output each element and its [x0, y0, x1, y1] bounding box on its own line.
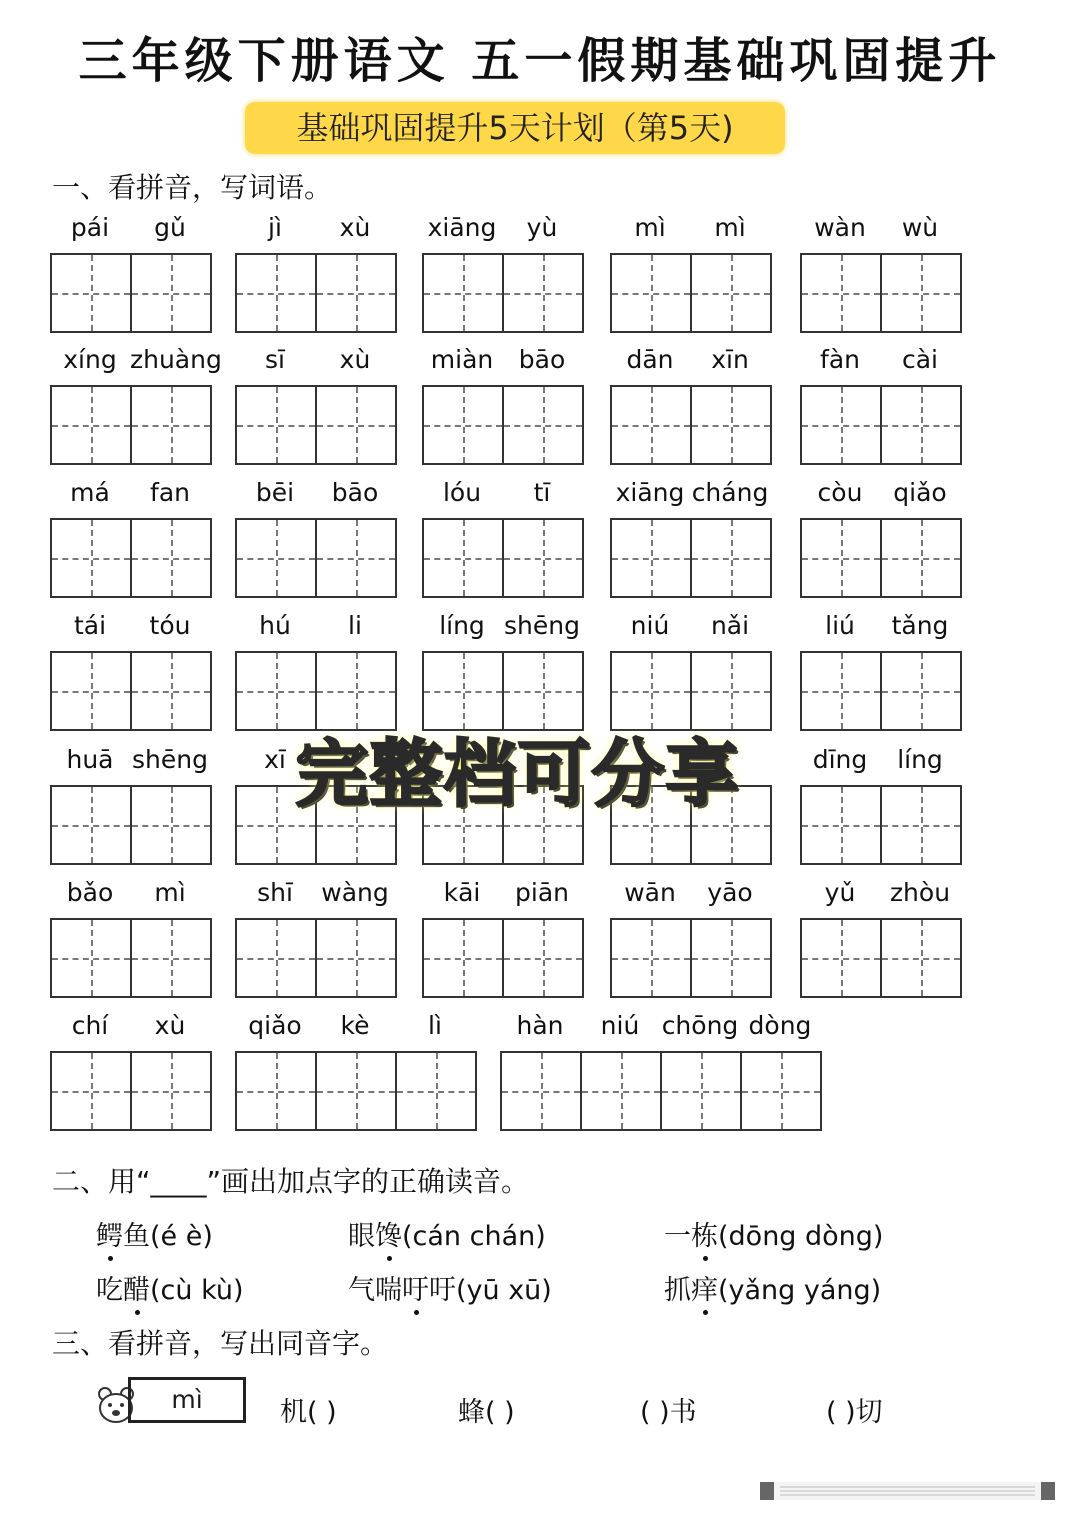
writing-cell[interactable] — [422, 518, 504, 598]
writing-cell[interactable] — [235, 1051, 317, 1131]
reading-item-6 — [664, 1268, 881, 1307]
pinyin-syllable: xiāng — [615, 478, 685, 507]
reading-options: (dōng dòng) — [718, 1221, 884, 1252]
writing-cell[interactable] — [315, 1051, 397, 1131]
pinyin-syllable: tī — [533, 478, 551, 507]
writing-cell[interactable] — [800, 785, 882, 865]
writing-cell[interactable] — [660, 1051, 742, 1131]
pinyin-syllable: gǔ — [154, 213, 186, 242]
pinyin-syllable: huā — [66, 745, 114, 774]
pinyin-syllable: bāo — [518, 345, 566, 374]
pinyin-syllable: chí — [71, 1011, 109, 1040]
writing-cell[interactable] — [422, 385, 504, 465]
reading-item-5 — [348, 1268, 552, 1307]
pinyin-syllable: xíng — [63, 345, 117, 374]
pinyin-syllable: nǎi — [710, 611, 750, 640]
writing-cell[interactable] — [235, 518, 317, 598]
pinyin-syllable: líng — [439, 611, 485, 640]
pinyin-syllable: niú — [600, 1011, 640, 1040]
dotted-char: 吁 — [402, 1268, 429, 1307]
writing-cell[interactable] — [235, 253, 317, 333]
reading-item-2 — [348, 1214, 546, 1253]
writing-cell[interactable] — [315, 253, 397, 333]
plain-char: 一 — [664, 1221, 691, 1252]
pinyin-syllable: bāo — [331, 478, 379, 507]
writing-cell[interactable] — [235, 918, 317, 998]
pinyin-syllable: kāi — [443, 878, 481, 907]
pinyin-syllable: xù — [154, 1011, 186, 1040]
pinyin-syllable: mì — [714, 213, 746, 242]
pinyin-syllable: mì — [154, 878, 186, 907]
pinyin-syllable: niú — [630, 611, 670, 640]
pinyin-syllable: fan — [150, 478, 190, 507]
pinyin-syllable: shēng — [132, 745, 208, 774]
writing-cell[interactable] — [580, 1051, 662, 1131]
writing-cell[interactable] — [130, 385, 212, 465]
pinyin-syllable: wù — [901, 213, 939, 242]
section3-heading: 三、看拼音，写出同音字。 — [52, 1327, 389, 1360]
pinyin-syllable: bǎo — [66, 878, 114, 907]
plain-char: 抓 — [664, 1275, 691, 1306]
reading-options: 鱼(é è) — [123, 1221, 213, 1252]
writing-cell[interactable] — [690, 385, 772, 465]
pinyin-syllable: yù — [526, 213, 558, 242]
writing-cell[interactable] — [50, 785, 132, 865]
writing-cell[interactable] — [880, 785, 962, 865]
pinyin-syllable: zhòu — [889, 878, 951, 907]
pinyin-syllable: jì — [268, 213, 282, 242]
writing-cell[interactable] — [130, 785, 212, 865]
pinyin-syllable: qiǎo — [248, 1011, 302, 1040]
pinyin-syllable: zhuàng — [130, 345, 222, 374]
writing-cell[interactable] — [800, 385, 882, 465]
pinyin-syllable: sī — [265, 345, 285, 374]
writing-cell[interactable] — [50, 518, 132, 598]
homophone-blank-4[interactable]: ( )切 — [826, 1397, 883, 1428]
dotted-char: 醋 — [123, 1268, 150, 1307]
pinyin-syllable: qiǎo — [893, 478, 947, 507]
pinyin-syllable: còu — [817, 478, 863, 507]
writing-cell[interactable] — [50, 1051, 132, 1131]
reading-item-1 — [96, 1214, 213, 1253]
writing-cell[interactable] — [610, 385, 692, 465]
pinyin-syllable: fàn — [820, 345, 860, 374]
pinyin-syllable: shī — [257, 878, 293, 907]
writing-cell[interactable] — [740, 1051, 822, 1131]
reading-options: (cù kù) — [150, 1275, 244, 1306]
pinyin-syllable: chōng — [661, 1011, 739, 1040]
writing-cell[interactable] — [610, 518, 692, 598]
writing-cell[interactable] — [50, 651, 132, 731]
writing-cell[interactable] — [880, 918, 962, 998]
subtitle-text: 基础巩固提升5天计划（第5天) — [296, 109, 734, 147]
pinyin-box-label: mì — [171, 1385, 203, 1414]
plain-char: 吃 — [96, 1275, 123, 1306]
writing-cell[interactable] — [422, 918, 504, 998]
subtitle-banner — [245, 102, 785, 154]
pinyin-syllable: miàn — [430, 345, 494, 374]
pinyin-syllable: xù — [339, 345, 371, 374]
reading-item-4 — [96, 1268, 244, 1307]
pinyin-syllable: xiāng — [427, 213, 497, 242]
section1-heading: 一、看拼音，写词语。 — [52, 171, 333, 204]
pinyin-syllable: piān — [515, 878, 569, 907]
writing-cell[interactable] — [880, 253, 962, 333]
pinyin-syllable: dòng — [748, 1011, 812, 1040]
writing-cell[interactable] — [502, 385, 584, 465]
homophone-blank-3[interactable]: ( )书 — [640, 1397, 697, 1428]
writing-cell[interactable] — [130, 253, 212, 333]
pinyin-syllable: líng — [897, 745, 943, 774]
pinyin-syllable: bēi — [255, 478, 295, 507]
homophone-blank-2[interactable]: 蜂( ) — [458, 1397, 515, 1428]
plain-char: 眼 — [348, 1221, 375, 1252]
writing-cell[interactable] — [880, 651, 962, 731]
pinyin-syllable: liú — [825, 611, 855, 640]
pinyin-box — [128, 1377, 246, 1423]
writing-cell[interactable] — [315, 918, 397, 998]
plain-char: 气喘 — [348, 1275, 402, 1306]
writing-cell[interactable] — [395, 1051, 477, 1131]
dotted-char: 馋 — [375, 1214, 402, 1253]
writing-cell[interactable] — [422, 253, 504, 333]
writing-cell[interactable] — [50, 918, 132, 998]
writing-cell[interactable] — [500, 1051, 582, 1131]
dotted-char: 痒 — [691, 1268, 718, 1307]
pinyin-syllable: xù — [339, 213, 371, 242]
page-scrollbar[interactable] — [760, 1482, 1055, 1500]
homophone-blank-1[interactable]: 机( ) — [280, 1397, 337, 1428]
reading-options: 吁(yū xū) — [429, 1275, 552, 1306]
writing-cell[interactable] — [502, 518, 584, 598]
pinyin-syllable: yǔ — [824, 878, 856, 907]
pinyin-syllable: yāo — [707, 878, 753, 907]
writing-cell[interactable] — [800, 518, 882, 598]
writing-cell[interactable] — [130, 651, 212, 731]
writing-cell[interactable] — [315, 385, 397, 465]
pinyin-syllable: kè — [340, 1011, 370, 1040]
pinyin-syllable: cài — [901, 345, 938, 374]
writing-cell[interactable] — [690, 918, 772, 998]
pinyin-syllable: cháng — [691, 478, 769, 507]
writing-cell[interactable] — [315, 518, 397, 598]
reading-item-3 — [664, 1214, 883, 1253]
writing-cell[interactable] — [800, 651, 882, 731]
section2-heading: 二、用“____”画出加点字的正确读音。 — [52, 1165, 530, 1198]
dotted-char: 栋 — [691, 1214, 718, 1253]
pinyin-syllable: tǎng — [891, 611, 949, 640]
pinyin-syllable: mì — [634, 213, 666, 242]
writing-cell[interactable] — [610, 253, 692, 333]
writing-cell[interactable] — [130, 1051, 212, 1131]
pinyin-syllable: xī — [264, 745, 286, 774]
writing-cell[interactable] — [880, 518, 962, 598]
pinyin-syllable: má — [70, 478, 110, 507]
pinyin-syllable: shēng — [504, 611, 580, 640]
watermark-text: 完整档可分享 — [295, 732, 740, 816]
writing-cell[interactable] — [800, 918, 882, 998]
dotted-char: 鳄 — [96, 1214, 123, 1253]
pinyin-syllable: hàn — [516, 1011, 564, 1040]
page-title: 三年级下册语文 五一假期基础巩固提升 — [78, 33, 1002, 89]
reading-options: (yǎng yáng) — [718, 1275, 882, 1306]
writing-cell[interactable] — [690, 253, 772, 333]
pinyin-syllable: wàng — [321, 878, 389, 907]
reading-options: (cán chán) — [402, 1221, 546, 1252]
pinyin-syllable: wān — [624, 878, 676, 907]
writing-cell[interactable] — [130, 518, 212, 598]
writing-cell[interactable] — [50, 253, 132, 333]
pinyin-syllable: li — [348, 611, 362, 640]
writing-cell[interactable] — [502, 253, 584, 333]
writing-cell[interactable] — [880, 385, 962, 465]
writing-cell[interactable] — [50, 385, 132, 465]
writing-cell[interactable] — [130, 918, 212, 998]
writing-cell[interactable] — [235, 385, 317, 465]
pinyin-syllable: tóu — [149, 611, 191, 640]
pinyin-syllable: lóu — [442, 478, 482, 507]
pinyin-syllable: pái — [70, 213, 110, 242]
writing-cell[interactable] — [502, 918, 584, 998]
pinyin-syllable: tái — [73, 611, 107, 640]
writing-cell[interactable] — [800, 253, 882, 333]
pinyin-syllable: lì — [428, 1011, 442, 1040]
pinyin-syllable: dīng — [812, 745, 868, 774]
pinyin-syllable: wàn — [814, 213, 866, 242]
writing-cell[interactable] — [690, 518, 772, 598]
pinyin-syllable: hú — [259, 611, 291, 640]
pinyin-syllable: xīn — [711, 345, 749, 374]
pinyin-syllable: dān — [626, 345, 674, 374]
writing-cell[interactable] — [610, 918, 692, 998]
